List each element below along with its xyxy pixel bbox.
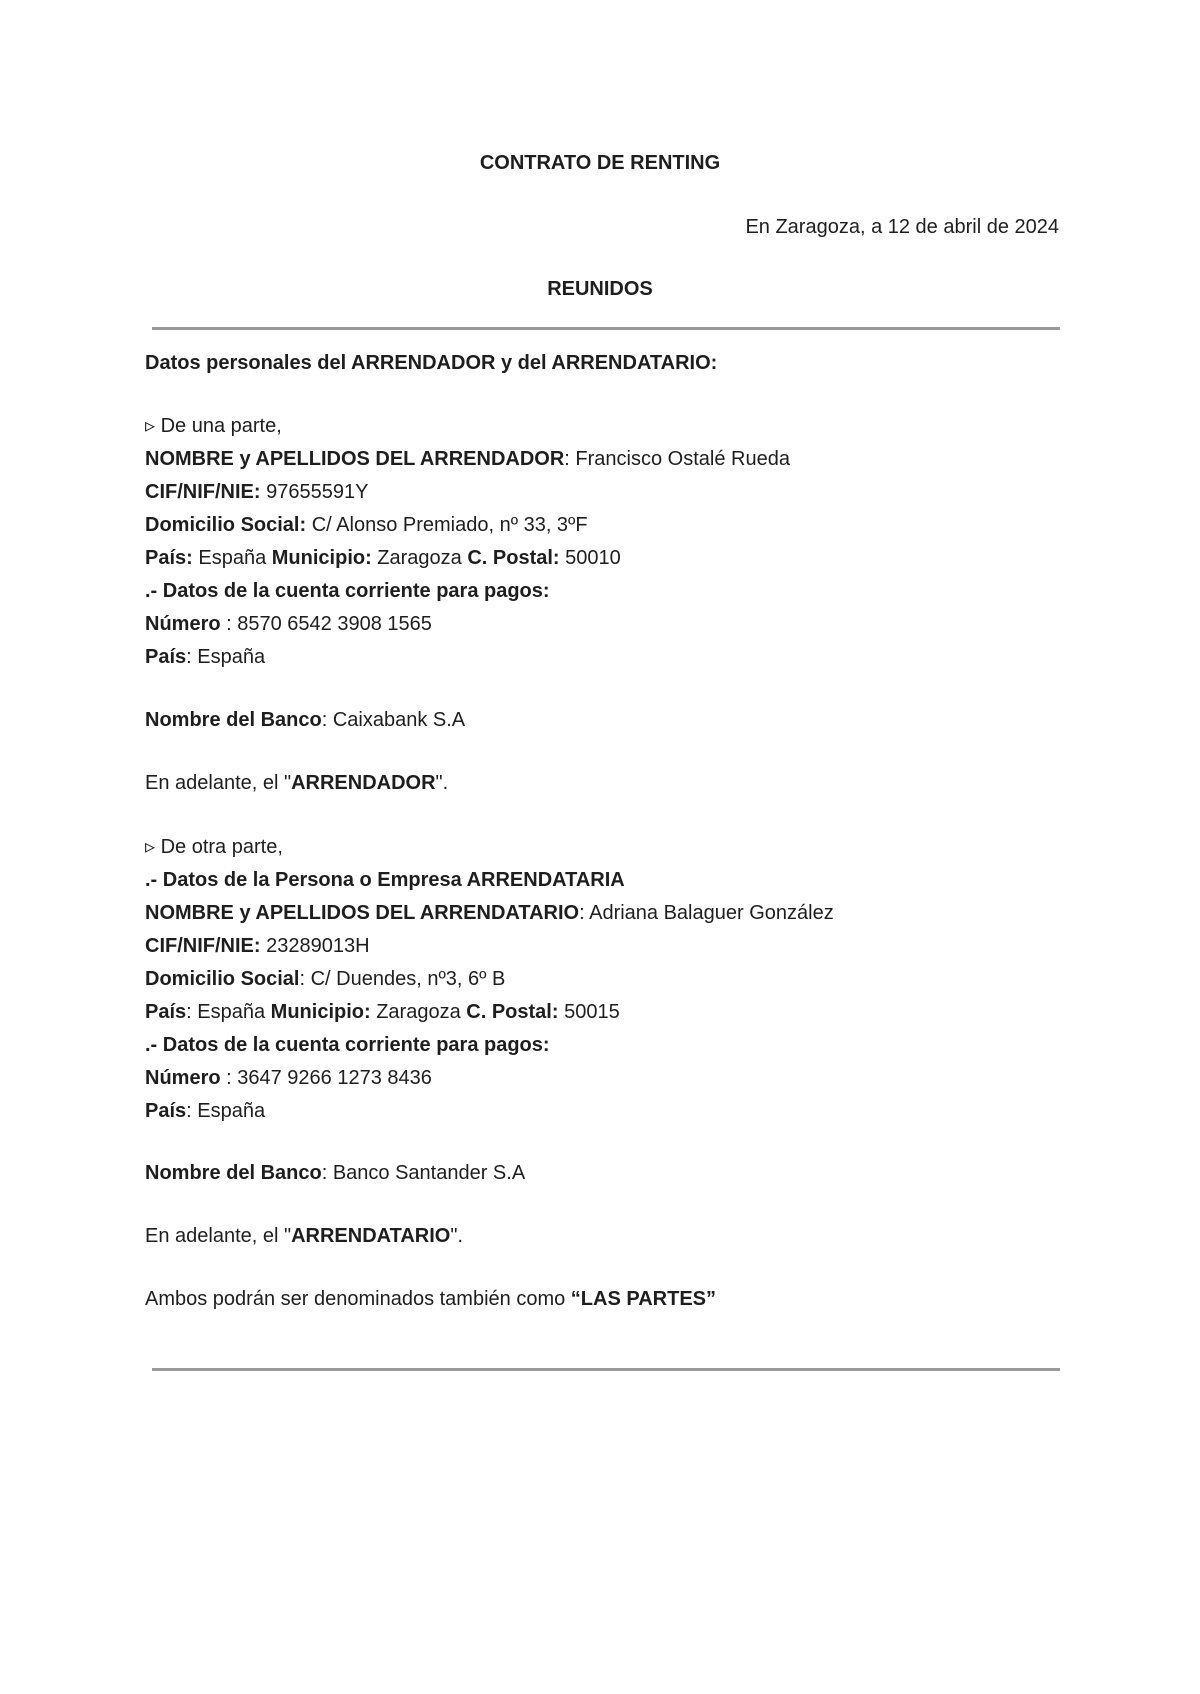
place-date: En Zaragoza, a 12 de abril de 2024 [745,216,1059,238]
arrendatario-location: País: España Municipio: Zaragoza C. Postal: 50015 [145,1001,620,1023]
bottom-divider [152,1368,1060,1371]
arrendador-part-label: ▹ De una parte, [145,415,282,437]
arrendatario-numero: Número : 3647 9266 1273 8436 [145,1067,432,1089]
arrendatario-part-label: ▹ De otra parte, [145,836,283,858]
arrendatario-datos-heading: .- Datos de la Persona o Empresa ARRENDATARIA [145,869,625,891]
arrendador-name: NOMBRE y APELLIDOS DEL ARRENDADOR: Francisco Ostalé Rueda [145,448,790,470]
section-title: REUNIDOS [547,278,653,300]
arrendador-cif: CIF/NIF/NIE: 97655591Y [145,481,369,503]
arrendador-banco: Nombre del Banco: Caixabank S.A [145,709,466,731]
arrendatario-domicilio: Domicilio Social: C/ Duendes, nº3, 6º B [145,968,506,990]
arrendador-adelante: En adelante, el "ARRENDADOR". [145,772,449,794]
arrendatario-name: NOMBRE y APELLIDOS DEL ARRENDATARIO: Adriana Balaguer González [145,902,834,924]
arrendador-location: País: España Municipio: Zaragoza C. Postal: 50010 [145,547,621,569]
arrendatario-banco: Nombre del Banco: Banco Santander S.A [145,1162,526,1184]
document-title: CONTRATO DE RENTING [479,152,721,174]
ambos-partes: Ambos podrán ser denominados también como “LAS PARTES” [145,1288,716,1310]
intro-heading: Datos personales del ARRENDADOR y del ARRENDATARIO: [145,352,718,374]
arrendatario-adelante: En adelante, el "ARRENDATARIO". [145,1225,463,1247]
arrendador-domicilio: Domicilio Social: C/ Alonso Premiado, nº 33, 3ºF [145,514,588,536]
arrendador-cuenta-heading: .- Datos de la cuenta corriente para pagos: [145,580,550,602]
arrendador-pais: País: España [145,646,266,668]
top-divider [152,327,1060,330]
arrendatario-pais: País: España [145,1100,266,1122]
arrendatario-cuenta-heading: .- Datos de la cuenta corriente para pagos: [145,1034,550,1056]
arrendador-numero: Número : 8570 6542 3908 1565 [145,613,432,635]
arrendatario-cif: CIF/NIF/NIE: 23289013H [145,935,370,957]
